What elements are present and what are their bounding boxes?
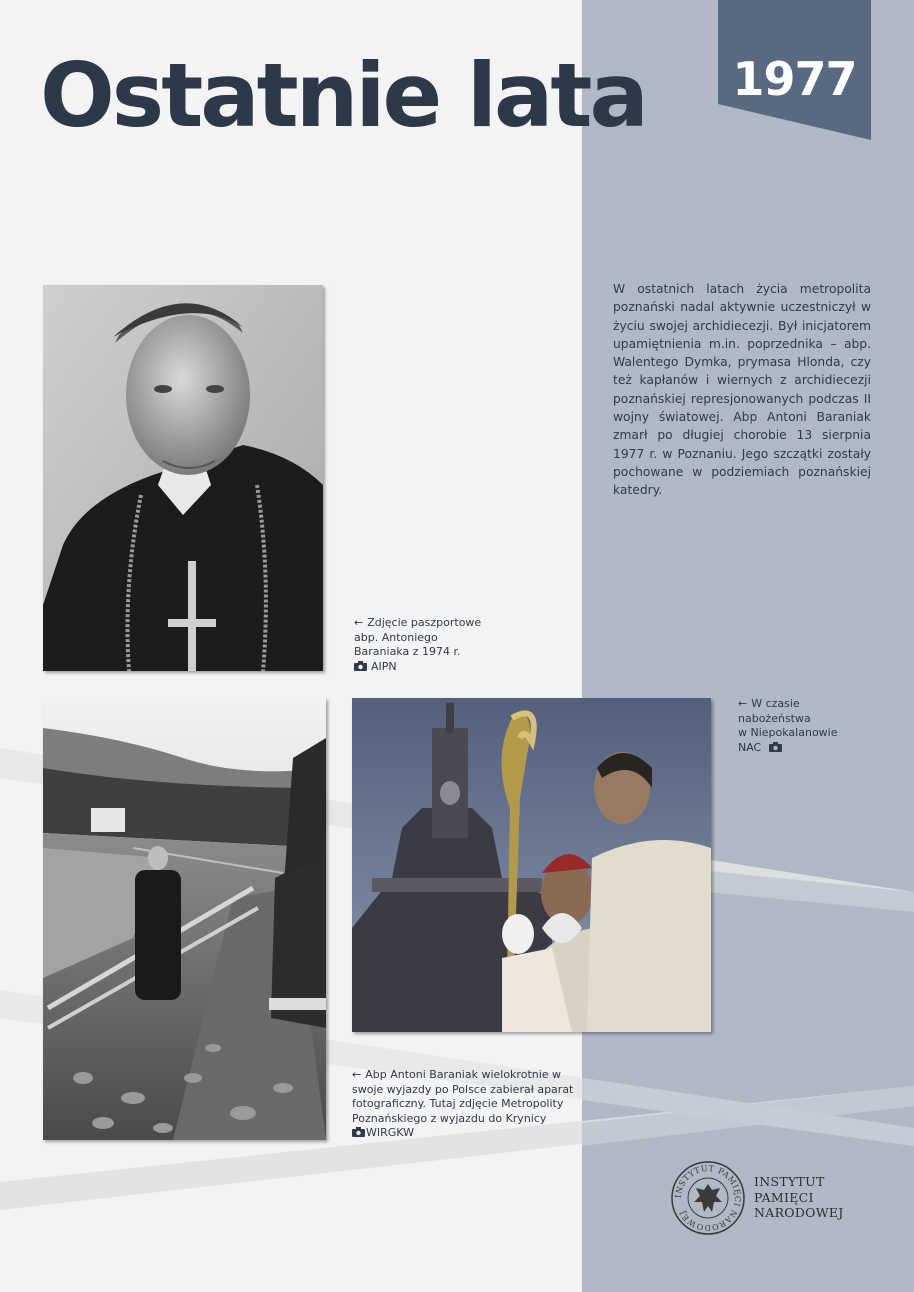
year-label: 1977: [732, 52, 857, 106]
caption-line: w Niepokalanowie: [738, 726, 838, 739]
caption-line: swoje wyjazdy po Polsce zabierał aparat: [352, 1082, 574, 1096]
caption-line: abp. Antoniego: [354, 630, 438, 644]
caption-line: Poznańskiego z wyjazdu do Krynicy: [352, 1111, 547, 1125]
ceremony-photo: [352, 698, 711, 1032]
logo-line: INSTYTUT: [754, 1174, 825, 1189]
caption-line: nabożeństwa: [738, 711, 811, 725]
logo-line: PAMIĘCI: [754, 1189, 814, 1205]
caption-line: Zdjęcie paszportowe: [367, 616, 482, 629]
ipn-seal-icon: [670, 1160, 746, 1236]
ceremony-caption: [738, 697, 888, 755]
caption-line: W czasie: [751, 697, 800, 710]
caption-line: Baraniaka z 1974 r.: [354, 645, 461, 658]
caption-source: WIRGKW: [366, 1126, 414, 1139]
caption-source: AIPN: [371, 659, 397, 673]
page-title: Ostatnie lata: [40, 44, 646, 147]
ipn-logo: [670, 1160, 850, 1236]
camera-icon: [354, 661, 367, 671]
road-caption: [352, 1068, 602, 1141]
camera-icon: [352, 1127, 365, 1137]
left-arrow-icon: ←: [738, 697, 748, 710]
caption-line: fotograficzny. Tutaj zdjęcie Metropolity: [352, 1097, 564, 1110]
caption-source: NAC: [738, 740, 762, 754]
ipn-logo-text: [754, 1174, 844, 1221]
body-paragraph: W ostatnich latach życia metropolita poznański nadal aktywnie uczestniczył w życiu swojej archidiecezji. Był inicjatorem upamiętnienia m.in. poprzednika – abp. Walentego Dymka, prymasa Hlonda, czy też kapłanów i wiernych z archidiecezji poznańskiej represjonowanych podczas II wojny światowej. Abp Antoni Baraniak zmarł po długiej chorobie 13 sierpnia 1977 r. w Poznaniu. Jego szczątki zostały pochowane w podziemiach poznańskiej katedry.: [613, 282, 871, 498]
camera-icon: [769, 742, 782, 752]
portrait-caption: [354, 616, 534, 674]
portrait-photo: [43, 285, 323, 671]
seal-ring-text: INSTYTUT PAMIĘCI NARODOWEJ: [673, 1163, 743, 1233]
left-arrow-icon: ←: [354, 616, 364, 629]
logo-line: NARODOWEJ: [754, 1205, 844, 1220]
left-arrow-icon: ←: [352, 1068, 362, 1081]
road-photo: [43, 698, 326, 1140]
caption-line: Abp Antoni Baraniak wielokrotnie w: [365, 1068, 562, 1081]
